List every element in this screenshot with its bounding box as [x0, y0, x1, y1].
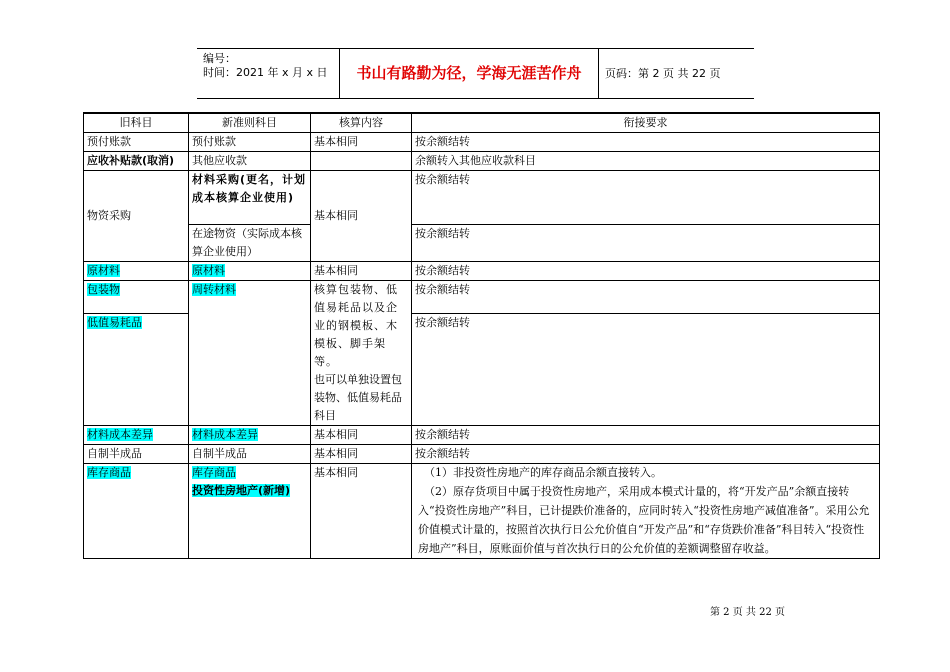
old-account-text: 包装物 — [87, 283, 120, 296]
col-content: 核算内容 — [311, 113, 412, 133]
old-account-text: 低值易耗品 — [87, 316, 142, 329]
new-account: 预付账款 — [189, 133, 311, 152]
content: 基本相同 — [311, 426, 412, 445]
requirement: 按余额结转 — [412, 445, 880, 464]
new-account-text: 周转材料 — [192, 283, 236, 296]
requirement-text-2: （2）原存货项目中属于投资性房地产，采用成本模式计量的，将“开发产品”余额直接转入“投资性房地产”科目，已计提跌价准备的，应同时转入“投资性房地产减值准备”。采用公允价值模式计量的，按照首次执行日公允价值自“开发产品”和“存货跌价准备”科目转入“投资性房地产”科目，原账面价值与首次执行日的公允价值的差额调整留存收益。 — [418, 485, 870, 555]
requirement: 余额转入其他应收款科目 — [412, 152, 880, 171]
table-header-row — [84, 113, 880, 133]
old-account: 预付账款 — [84, 133, 189, 152]
table-row — [84, 262, 880, 281]
new-account — [189, 262, 311, 281]
footer-text: 第 2 页 共 22 页 — [710, 607, 785, 618]
requirement: 按余额结转 — [412, 314, 880, 426]
old-account-text: 原材料 — [87, 264, 120, 277]
content: 基本相同 — [311, 445, 412, 464]
old-account — [84, 281, 189, 314]
requirement: 按余额结转 — [412, 133, 880, 152]
header-meta — [197, 49, 339, 98]
content: 基本相同 — [311, 262, 412, 281]
old-account-text: 材料成本差异 — [87, 428, 153, 441]
time-label: 时间：2021 年 x 月 x 日 — [203, 66, 328, 79]
table-row — [84, 171, 880, 225]
page-label: 页码：第 2 页 共 22 页 — [605, 67, 721, 80]
new-account-text: 原材料 — [192, 264, 225, 277]
document-header — [197, 48, 754, 99]
old-account: 自制半成品 — [84, 445, 189, 464]
content — [311, 281, 412, 426]
new-account-text-2: 投资性房地产(新增) — [192, 484, 291, 497]
number-label: 编号： — [203, 52, 236, 65]
old-account — [84, 426, 189, 445]
new-account: 其他应收款 — [189, 152, 311, 171]
content: 基本相同 — [311, 133, 412, 152]
content: 基本相同 — [311, 464, 412, 559]
new-account: 材料采购(更名，计划成本核算企业使用) — [189, 171, 311, 225]
col-new-account: 新准则科目 — [189, 113, 311, 133]
content-text: 核算包装物、低值易耗品以及企业的钢模板、木模板、脚手架等。 — [314, 283, 398, 368]
new-account — [189, 464, 311, 559]
old-account: 物资采购 — [84, 171, 189, 262]
new-account-text: 库存商品 — [192, 466, 236, 479]
new-account: 自制半成品 — [189, 445, 311, 464]
old-account: 应收补贴款(取消) — [84, 152, 189, 171]
content-text-2: 也可以单独设置包装物、低值易耗品科目 — [314, 373, 402, 422]
table-row — [84, 133, 880, 152]
new-account — [189, 281, 311, 426]
new-account-text: 材料成本差异 — [192, 428, 258, 441]
col-requirement: 衔接要求 — [412, 113, 880, 133]
old-account — [84, 262, 189, 281]
requirement: 按余额结转 — [412, 262, 880, 281]
table-row — [84, 445, 880, 464]
requirement: 按余额结转 — [412, 171, 880, 225]
table-row — [84, 281, 880, 314]
table-row — [84, 464, 880, 559]
table-row — [84, 426, 880, 445]
old-account — [84, 314, 189, 426]
requirement — [412, 464, 880, 559]
new-account: 在途物资（实际成本核算企业使用） — [189, 225, 311, 262]
requirement: 按余额结转 — [412, 426, 880, 445]
requirement-text: （1）非投资性房地产的库存商品余额直接转入。 — [424, 466, 662, 479]
page-footer — [0, 603, 950, 618]
content — [311, 152, 412, 171]
old-account — [84, 464, 189, 559]
new-account — [189, 426, 311, 445]
table-row — [84, 225, 880, 262]
requirement: 按余额结转 — [412, 281, 880, 314]
table-row — [84, 152, 880, 171]
account-mapping-table — [83, 112, 880, 559]
old-account-text: 库存商品 — [87, 466, 131, 479]
motto: 书山有路勤为径，学海无涯苦作舟 — [339, 49, 599, 98]
col-old-account: 旧科目 — [84, 113, 189, 133]
requirement: 按余额结转 — [412, 225, 880, 262]
content: 基本相同 — [311, 171, 412, 262]
